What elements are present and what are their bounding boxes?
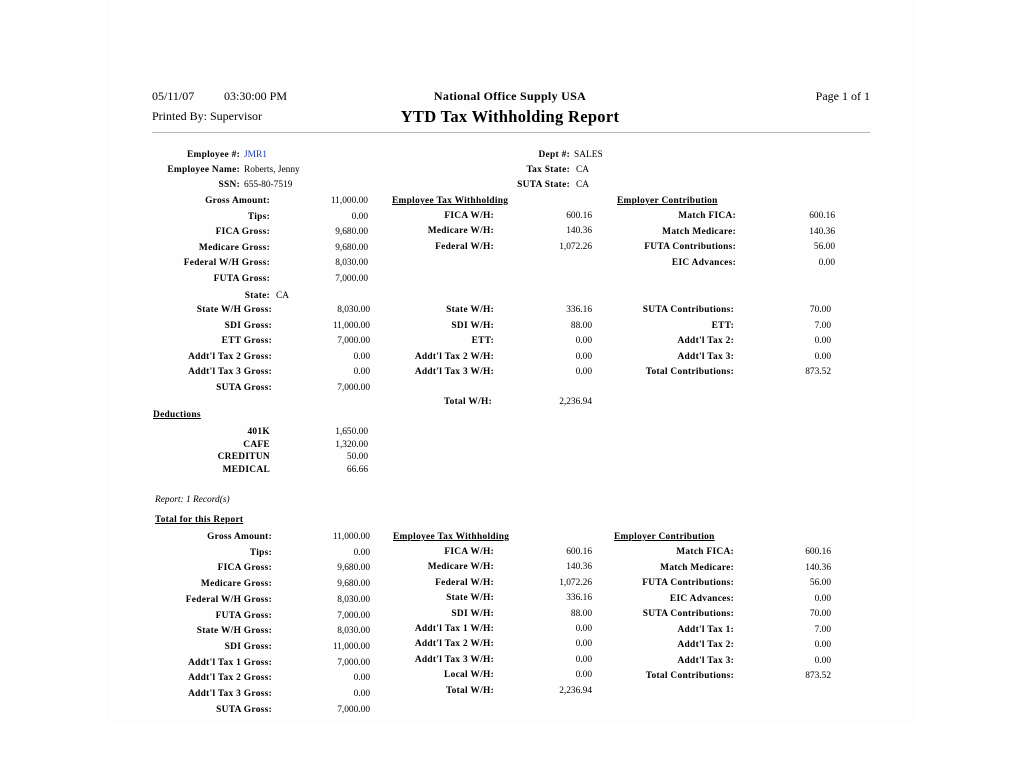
employee-tax-row-label: FICA W/H: xyxy=(444,211,494,221)
employer-state-row-value: 0.00 xyxy=(814,351,831,362)
totals-gross-row-label: FICA Gross: xyxy=(217,563,272,574)
totals-employer-row-label: Total Contributions: xyxy=(645,671,734,681)
totals-employer-row-label: Match Medicare: xyxy=(660,562,734,573)
employee-name-value: Roberts, Jenny xyxy=(244,165,300,175)
ssn-value: 655-80-7519 xyxy=(244,180,293,190)
employee-state-tax-row-label: Addt'l Tax 2 W/H: xyxy=(414,351,494,362)
total-wh-label: Total W/H: xyxy=(443,397,492,407)
totals-gross-row-value: 11,000.00 xyxy=(332,532,370,542)
employer-row-value: 0.00 xyxy=(818,257,835,268)
employer-row-label: EIC Advances: xyxy=(671,257,736,268)
employee-tax-row-value: 1,072.26 xyxy=(559,241,592,252)
gross-row-label: Tips: xyxy=(247,211,270,222)
totals-gross-row-label: FUTA Gross: xyxy=(215,610,272,621)
totals-gross-row-value: 7,000.00 xyxy=(337,657,370,668)
gross-row-value: 11,000.00 xyxy=(330,196,368,206)
deduction-row-label: MEDICAL xyxy=(222,464,270,475)
total-wh-value: 2,236.94 xyxy=(559,397,592,407)
report-title: YTD Tax Withholding Report xyxy=(400,107,620,126)
gross-row-label: Federal W/H Gross: xyxy=(183,258,270,268)
totals-employer-row-value: 0.00 xyxy=(814,655,831,666)
totals-employer-row-value: 56.00 xyxy=(809,578,831,588)
dept-label: Dept #: xyxy=(538,150,570,160)
totals-employer-row-value: 70.00 xyxy=(809,609,831,619)
totals-employee-tax-row-value: 0.00 xyxy=(575,654,592,665)
deduction-row-label: CAFE xyxy=(243,439,270,450)
totals-employer-row-label: Addt'l Tax 2: xyxy=(677,640,734,650)
state-gross-row-value: 7,000.00 xyxy=(337,336,370,346)
employee-state-tax-row-label: State W/H: xyxy=(446,305,494,315)
employer-state-row-value: 70.00 xyxy=(809,305,831,315)
totals-employee-tax-row-label: Medicare W/H: xyxy=(427,562,494,573)
totals-employee-tax-row-label: Addt'l Tax 3 W/H: xyxy=(414,654,494,665)
gross-row-value: 7,000.00 xyxy=(335,273,368,284)
suta-state-label: SUTA State: xyxy=(517,180,570,190)
gross-row-label: FICA Gross: xyxy=(215,227,270,237)
employee-tax-row-label: Medicare W/H: xyxy=(427,226,494,237)
employee-tax-withholding-heading: Employee Tax Withholding xyxy=(392,196,509,206)
totals-employee-tax-row-label: Addt'l Tax 1 W/H: xyxy=(414,624,494,634)
employee-tax-row-label: Federal W/H: xyxy=(435,241,494,252)
totals-employee-tax-row-value: 336.16 xyxy=(566,593,592,604)
totals-employer-row-label: FUTA Contributions: xyxy=(642,578,734,588)
ssn-label: SSN: xyxy=(218,180,240,190)
employer-state-row-label: ETT: xyxy=(711,320,734,331)
state-gross-row-value: 7,000.00 xyxy=(337,382,370,393)
page-number: Page 1 of 1 xyxy=(815,89,870,103)
employee-state-tax-row-label: Addt'l Tax 3 W/H: xyxy=(414,367,494,377)
state-gross-row-label: Addt'l Tax 2 Gross: xyxy=(188,351,272,362)
header-divider xyxy=(152,132,870,133)
deductions-heading: Deductions xyxy=(153,410,201,420)
totals-employee-tax-row-label: State W/H: xyxy=(446,593,494,604)
suta-state-value: CA xyxy=(576,180,590,190)
state-gross-row-label: Addt'l Tax 3 Gross: xyxy=(188,367,272,377)
totals-employer-row-label: Addt'l Tax 3: xyxy=(677,655,734,666)
totals-heading: Total for this Report xyxy=(155,515,244,525)
totals-gross-row-value: 7,000.00 xyxy=(337,610,370,621)
employer-state-row-label: SUTA Contributions: xyxy=(642,305,734,315)
state-gross-row-label: State W/H Gross: xyxy=(196,305,272,315)
totals-employer-row-value: 7.00 xyxy=(814,624,831,635)
totals-gross-row-label: State W/H Gross: xyxy=(196,626,272,637)
totals-employer-row-value: 0.00 xyxy=(814,640,831,650)
employee-state-tax-row-value: 0.00 xyxy=(575,351,592,362)
totals-employee-tax-row-value: 0.00 xyxy=(575,639,592,650)
gross-row-label: Gross Amount: xyxy=(205,196,270,206)
totals-employee-tax-row-label: SDI W/H: xyxy=(451,608,494,619)
employer-state-row-value: 0.00 xyxy=(814,336,831,346)
gross-row-value: 0.00 xyxy=(351,211,368,222)
company-name: National Office Supply USA xyxy=(433,89,587,103)
employee-state-tax-row-value: 0.00 xyxy=(575,336,592,346)
totals-employer-row-label: Addt'l Tax 1: xyxy=(677,624,734,635)
employee-state-tax-row-value: 88.00 xyxy=(570,320,592,331)
totals-employer-row-label: EIC Advances: xyxy=(669,593,734,604)
state-gross-row-value: 0.00 xyxy=(353,367,370,377)
gross-row-value: 8,030.00 xyxy=(335,258,368,268)
totals-employee-tax-row-value: 0.00 xyxy=(575,670,592,681)
totals-gross-row-label: SUTA Gross: xyxy=(216,704,272,715)
report-date: 05/11/07 xyxy=(152,89,195,103)
totals-employer-row-label: Match FICA: xyxy=(676,547,734,557)
state-gross-row-value: 8,030.00 xyxy=(337,305,370,315)
dept-value: SALES xyxy=(574,150,603,160)
deduction-row-label: CREDITUN xyxy=(217,452,270,462)
employee-id-value: JMR1 xyxy=(244,150,267,160)
totals-gross-row-label: Addt'l Tax 2 Gross: xyxy=(188,673,272,684)
employee-tax-row-value: 600.16 xyxy=(566,211,592,221)
totals-employee-tax-row-label: Local W/H: xyxy=(444,670,494,681)
employee-state-tax-row-label: ETT: xyxy=(471,336,494,346)
employer-row-value: 140.36 xyxy=(809,226,835,237)
gross-row-label: Medicare Gross: xyxy=(198,242,270,253)
employee-state-tax-row-value: 0.00 xyxy=(575,367,592,377)
totals-gross-row-label: Addt'l Tax 3 Gross: xyxy=(188,689,272,699)
totals-gross-row-value: 8,030.00 xyxy=(337,626,370,637)
totals-gross-row-label: Addt'l Tax 1 Gross: xyxy=(188,657,272,668)
totals-gross-row-value: 8,030.00 xyxy=(337,594,370,605)
state-label: State: xyxy=(244,291,270,301)
tax-state-label: Tax State: xyxy=(526,165,570,175)
state-gross-row-label: ETT Gross: xyxy=(221,336,272,346)
employer-row-label: FUTA Contributions: xyxy=(644,242,736,252)
state-gross-row-value: 0.00 xyxy=(353,351,370,362)
totals-employer-row-value: 0.00 xyxy=(814,593,831,604)
totals-gross-row-label: Gross Amount: xyxy=(207,532,272,542)
deduction-row-value: 1,320.00 xyxy=(335,439,368,450)
report-time: 03:30:00 PM xyxy=(224,89,288,103)
totals-employee-tax-row-value: 88.00 xyxy=(570,608,592,619)
totals-gross-row-value: 9,680.00 xyxy=(337,579,370,590)
totals-employee-tax-row-value: 0.00 xyxy=(575,624,592,634)
tax-state-value: CA xyxy=(576,165,590,175)
employer-row-value: 56.00 xyxy=(813,242,835,252)
deduction-row-value: 66.66 xyxy=(346,464,368,475)
state-gross-row-value: 11,000.00 xyxy=(332,320,370,331)
totals-employee-tax-row-value: 1,072.26 xyxy=(559,577,592,588)
employer-contribution-heading: Employer Contribution xyxy=(617,196,718,206)
deduction-row-label: 401K xyxy=(247,427,270,437)
employee-state-tax-row-value: 336.16 xyxy=(566,305,592,315)
employee-id-label: Employee #: xyxy=(186,150,240,160)
printed-by: Printed By: Supervisor xyxy=(152,109,262,123)
totals-gross-row-label: Tips: xyxy=(249,547,272,558)
totals-employee-tax-row-label: Addt'l Tax 2 W/H: xyxy=(414,639,494,650)
gross-row-value: 9,680.00 xyxy=(335,242,368,253)
totals-gross-row-value: 0.00 xyxy=(353,689,370,699)
employer-state-row-label: Total Contributions: xyxy=(645,367,734,377)
state-gross-row-label: SDI Gross: xyxy=(224,320,272,331)
totals-employer-heading: Employer Contribution xyxy=(614,532,715,542)
state-gross-row-label: SUTA Gross: xyxy=(216,382,272,393)
employer-row-label: Match FICA: xyxy=(678,211,736,221)
totals-gross-row-value: 0.00 xyxy=(353,547,370,558)
employer-state-row-value: 873.52 xyxy=(805,367,831,377)
totals-employee-tax-heading: Employee Tax Withholding xyxy=(393,532,510,542)
totals-employee-tax-row-label: Federal W/H: xyxy=(435,577,494,588)
employer-row-label: Match Medicare: xyxy=(662,226,736,237)
totals-gross-row-label: Medicare Gross: xyxy=(200,579,272,590)
totals-employee-tax-row-label: FICA W/H: xyxy=(444,547,494,557)
totals-employer-row-value: 600.16 xyxy=(805,547,831,557)
employee-name-label: Employee Name: xyxy=(167,165,240,175)
employer-state-row-value: 7.00 xyxy=(814,320,831,331)
deduction-row-value: 50.00 xyxy=(346,452,368,462)
deduction-row-value: 1,650.00 xyxy=(335,427,368,437)
totals-gross-row-label: SDI Gross: xyxy=(224,641,272,652)
totals-gross-row-value: 7,000.00 xyxy=(337,704,370,715)
employer-state-row-label: Addt'l Tax 2: xyxy=(677,336,734,346)
employer-state-row-label: Addt'l Tax 3: xyxy=(677,351,734,362)
employer-row-value: 600.16 xyxy=(809,211,835,221)
totals-employer-row-label: SUTA Contributions: xyxy=(642,609,734,619)
totals-gross-row-label: Federal W/H Gross: xyxy=(185,594,272,605)
employee-tax-row-value: 140.36 xyxy=(566,226,592,237)
totals-employee-tax-row-value: 140.36 xyxy=(566,562,592,573)
totals-gross-row-value: 0.00 xyxy=(353,673,370,684)
totals-employer-row-value: 140.36 xyxy=(805,562,831,573)
totals-gross-row-value: 9,680.00 xyxy=(337,563,370,574)
gross-row-label: FUTA Gross: xyxy=(213,273,270,284)
report-record-count: Report: 1 Record(s) xyxy=(155,495,230,505)
employee-state-tax-row-label: SDI W/H: xyxy=(451,320,494,331)
totals-employee-tax-row-label: Total W/H: xyxy=(445,685,494,696)
totals-gross-row-value: 11,000.00 xyxy=(332,641,370,652)
totals-employee-tax-row-value: 2,236.94 xyxy=(559,685,592,696)
gross-row-value: 9,680.00 xyxy=(335,227,368,237)
totals-employee-tax-row-value: 600.16 xyxy=(566,547,592,557)
totals-employer-row-value: 873.52 xyxy=(805,671,831,681)
state-value: CA xyxy=(276,291,290,301)
